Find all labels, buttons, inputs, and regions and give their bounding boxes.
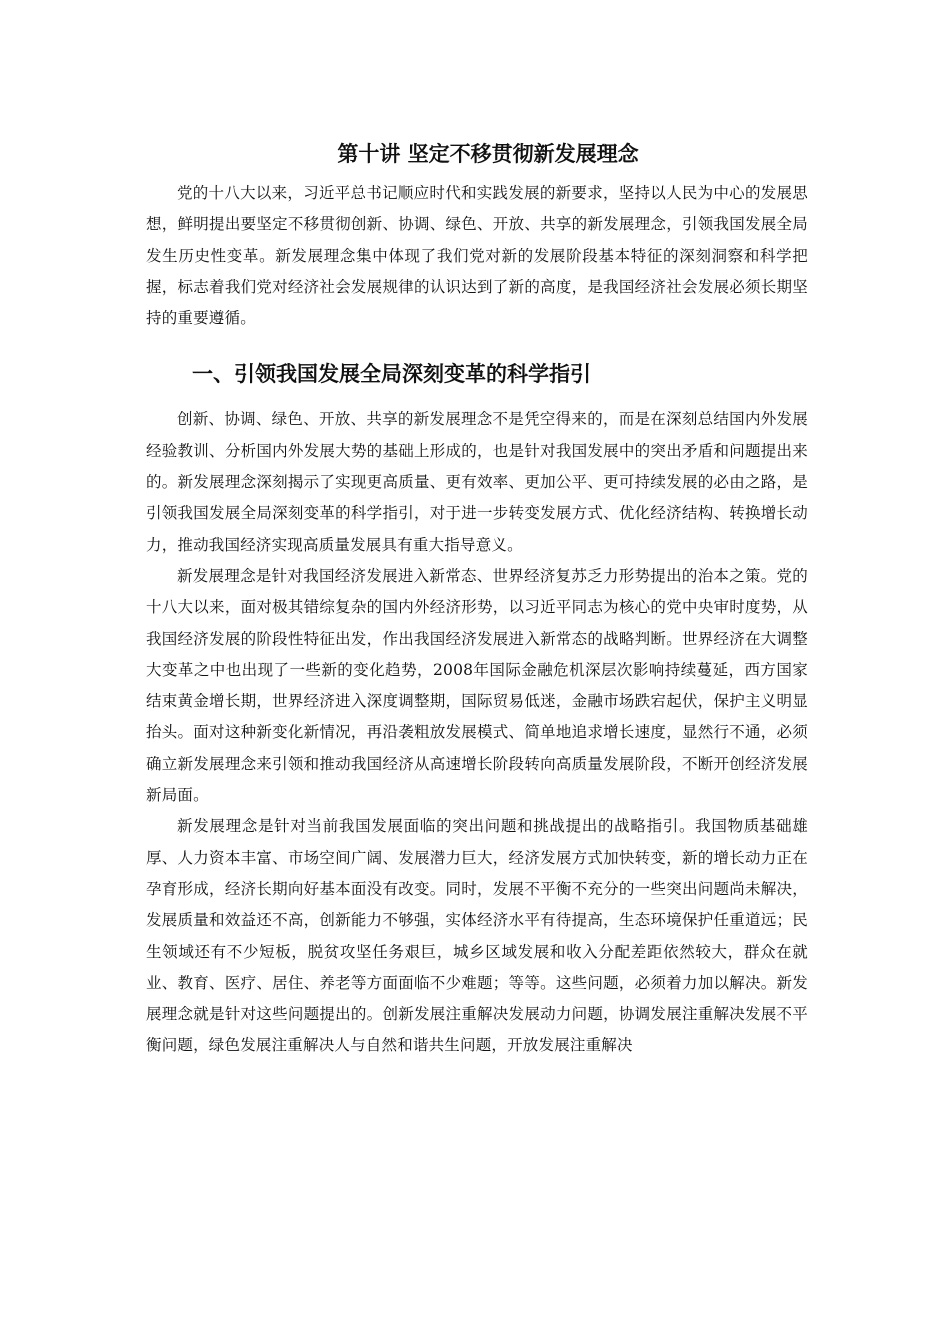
intro-paragraph: 党的十八大以来，习近平总书记顺应时代和实践发展的新要求，坚持以人民为中心的发展思想，鲜明提出要坚定不移贯彻创新、协调、绿色、开放、共享的新发展理念，引领我国发展全局发生历史性变革。新发展理念集中体现了我们党对新的发展阶段基本特征的深刻洞察和科学把握，标志着我们党对经济社会发展规律的认识达到了新的高度，是我国经济社会发展必须长期坚持的重要遵循。 <box>146 184 808 328</box>
body-paragraph-1: 创新、协调、绿色、开放、共享的新发展理念不是凭空得来的，而是在深刻总结国内外发展经验教训、分析国内外发展大势的基础上形成的，也是针对我国发展中的突出矛盾和问题提出来的。新发展理念深刻揭示了实现更高质量、更有效率、更加公平、更可持续发展的必由之路，是引领我国发展全局深刻变革的科学指引，对于进一步转变发展方式、优化经济结构、转换增长动力，推动我国经济实现高质量发展具有重大指导意义。 <box>146 410 808 554</box>
document-page <box>146 134 808 1062</box>
body-paragraph-2: 新发展理念是针对我国经济发展进入新常态、世界经济复苏乏力形势提出的治本之策。党的十八大以来，面对极其错综复杂的国内外经济形势，以习近平同志为核心的党中央审时度势，从我国经济发展的阶段性特征出发，作出我国经济发展进入新常态的战略判断。世界经济在大调整大变革之中也出现了一些新的变化趋势，2008年国际金融危机深层次影响持续蔓延，西方国家结束黄金增长期，世界经济进入深度调整期，国际贸易低迷，金融市场跌宕起伏，保护主义明显抬头。面对这种新变化新情况，再沿袭粗放发展模式、简单地追求增长速度，显然行不通，必须确立新发展理念来引领和推动我国经济从高速增长阶段转向高质量发展阶段，不断开创经济发展新局面。 <box>146 566 808 805</box>
body-paragraph-3: 新发展理念是针对当前我国发展面临的突出问题和挑战提出的战略指引。我国物质基础雄厚、人力资本丰富、市场空间广阔、发展潜力巨大，经济发展方式加快转变，新的增长动力正在孕育形成，经济长期向好基本面没有改变。同时，发展不平衡不充分的一些突出问题尚未解决，发展质量和效益还不高，创新能力不够强，实体经济水平有待提高，生态环境保护任重道远；民生领域还有不少短板，脱贫攻坚任务艰巨，城乡区域发展和收入分配差距依然较大，群众在就业、教育、医疗、居住、养老等方面面临不少难题；等等。这些问题，必须着力加以解决。新发展理念就是针对这些问题提出的。创新发展注重解决发展动力问题，协调发展注重解决发展不平衡问题，绿色发展注重解决人与自然和谐共生问题，开放发展注重解决 <box>146 817 808 1055</box>
document-title: 第十讲 坚定不移贯彻新发展理念 <box>337 142 639 166</box>
section-heading: 一、引领我国发展全局深刻变革的科学指引 <box>192 362 591 387</box>
